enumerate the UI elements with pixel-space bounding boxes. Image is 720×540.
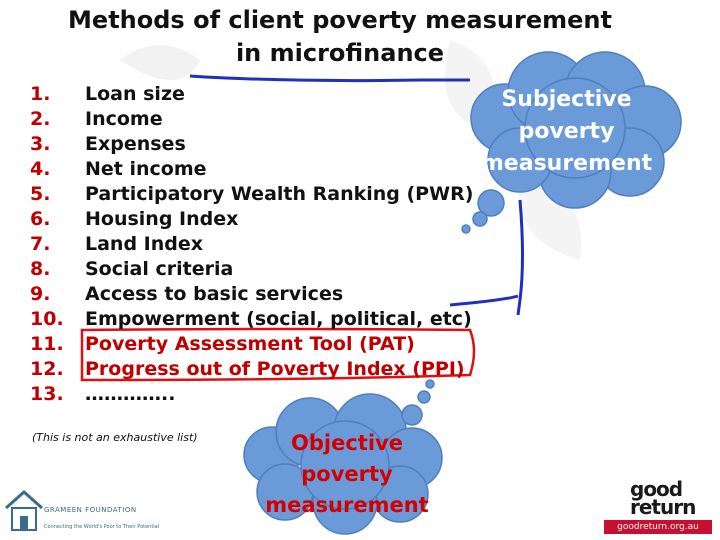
method-text: Loan size [85, 83, 185, 105]
method-text: Progress out of Poverty Index (PPI) [85, 358, 465, 380]
method-number: 9. [30, 283, 51, 305]
good-return-logo [600, 478, 716, 538]
method-number: 3. [30, 133, 51, 155]
method-number: 10. [30, 308, 64, 330]
method-text: Participatory Wealth Ranking (PWR) [85, 183, 474, 205]
method-number: 4. [30, 158, 51, 180]
method-text: Net income [85, 158, 207, 180]
method-text: Housing Index [85, 208, 239, 230]
method-number: 6. [30, 208, 51, 230]
grameen-foundation-logo [4, 486, 160, 536]
method-text: Access to basic services [85, 283, 344, 305]
page-title: Methods of client poverty measurement in microfinance [68, 6, 612, 67]
method-number: 8. [30, 258, 51, 280]
method-text: Poverty Assessment Tool (PAT) [85, 333, 415, 355]
method-text: Social criteria [85, 258, 234, 280]
good-return-url: goodreturn.org.au [604, 520, 712, 534]
subjective-bracket-bottom [450, 296, 518, 305]
grameen-foundation-tagline: Connecting the World's Poor to Their Potential [44, 524, 160, 530]
method-number: 13. [30, 383, 64, 405]
grameen-foundation-name: GRAMEEN FOUNDATION [44, 506, 137, 514]
method-text: Income [85, 108, 163, 130]
subjective-bracket-side [518, 200, 523, 315]
method-text: ………….. [85, 383, 176, 405]
good-return-wordmark: good return [630, 477, 696, 519]
method-text: Empowerment (social, political, etc) [85, 308, 472, 330]
subjective-cloud-label: Subjective poverty measurement [480, 87, 653, 176]
house-icon [4, 486, 44, 534]
method-number: 7. [30, 233, 51, 255]
method-number: 12. [30, 358, 64, 380]
list-footnote: (This is not an exhaustive list) [32, 431, 198, 444]
method-number: 2. [30, 108, 51, 130]
method-text: Expenses [85, 133, 186, 155]
objective-cloud-label: Objective poverty measurement [265, 431, 429, 517]
method-number: 1. [30, 83, 51, 105]
subjective-bracket-top [190, 76, 470, 81]
method-number: 5. [30, 183, 51, 205]
method-number: 11. [30, 333, 64, 355]
method-text: Land Index [85, 233, 204, 255]
